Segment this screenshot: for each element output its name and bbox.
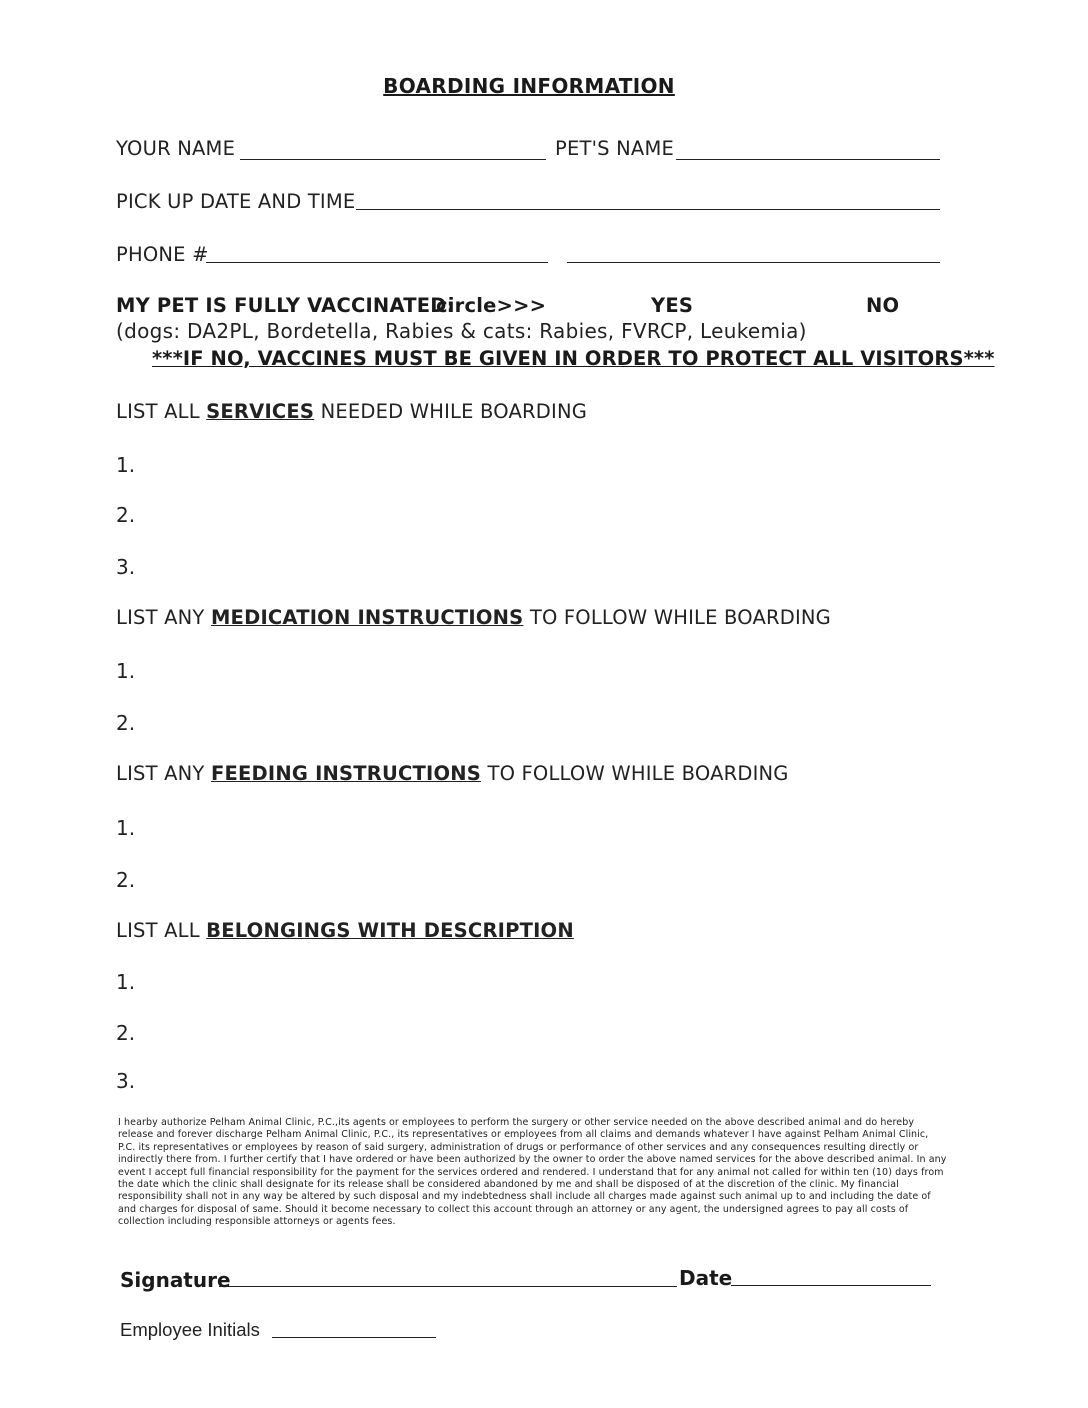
- belongings-item-3: 3.: [116, 1069, 136, 1093]
- feeding-prefix: LIST ANY: [116, 762, 211, 785]
- pickup-label: PICK UP DATE AND TIME: [116, 190, 356, 213]
- date-label: Date: [679, 1266, 733, 1290]
- feeding-suffix: TO FOLLOW WHILE BOARDING: [481, 762, 789, 785]
- medication-item-2: 2.: [116, 711, 136, 735]
- services-item-3: 3.: [116, 555, 136, 579]
- your-name-label: YOUR NAME: [116, 137, 236, 160]
- vaccine-warning: ***IF NO, VACCINES MUST BE GIVEN IN ORDER TO PROTECT ALL VISITORS***: [152, 347, 995, 370]
- belongings-heading: [116, 919, 574, 942]
- vaccine-list: (dogs: DA2PL, Bordetella, Rabies & cats: Rabies, FVRCP, Leukemia): [116, 319, 807, 343]
- medication-prefix: LIST ANY: [116, 606, 211, 629]
- vaccinated-label: MY PET IS FULLY VACCINATED:: [116, 294, 455, 317]
- belongings-item-1: 1.: [116, 970, 136, 994]
- pets-name-field[interactable]: [676, 159, 940, 160]
- feeding-item-2: 2.: [116, 868, 136, 892]
- legal-authorization-text: I hearby authorize Pelham Animal Clinic, P.C.,its agents or employees to perform the surgery or other service needed on the above described animal and do hereby release and forever discharge Pelham Animal Clinic, P.C., its representatives or employees from all claims and demands whatever I have against Pelham Animal Clinic, P.C. its representatives or employees by reason of said surgery, administration of drugs or performance of other services and any consequences resulting directly or indirectly there from. I further certify that I have ordered or have been authorized by the owner to order the above named services for the above described animal. In any event I accept full financial responsibility for the payment for the services ordered and rendered. I understand that for any animal not called for within ten (10) days from the date which the clinic shall designate for its release shall be considered abandoned by me and shall be disposed of at the discretion of the clinic. My financial responsibility shall not in any way be altered by such disposal and my indebtedness shall include all charges made against such animal up to and including the date of and charges for disposal of same. Should it become necessary to collect this account through an attorney or any agent, the undersigned agrees to pay all costs of collection including responsible attorneys or agents fees.: [118, 1117, 947, 1228]
- services-suffix: NEEDED WHILE BOARDING: [314, 400, 588, 423]
- no-option[interactable]: NO: [866, 294, 900, 317]
- date-field[interactable]: [731, 1285, 931, 1286]
- services-item-2: 2.: [116, 503, 136, 527]
- belongings-prefix: LIST ALL: [116, 919, 207, 942]
- services-prefix: LIST ALL: [116, 400, 207, 423]
- services-emphasis: SERVICES: [206, 400, 315, 423]
- employee-initials-field[interactable]: [272, 1337, 436, 1338]
- pickup-field[interactable]: [356, 209, 940, 210]
- your-name-field[interactable]: [240, 159, 546, 160]
- services-item-1: 1.: [116, 453, 136, 477]
- phone-label: PHONE #: [116, 243, 209, 266]
- feeding-emphasis: FEEDING INSTRUCTIONS: [210, 762, 482, 785]
- services-heading: [116, 400, 587, 423]
- medication-item-1: 1.: [116, 659, 136, 683]
- belongings-item-2: 2.: [116, 1021, 136, 1045]
- pets-name-label: PET'S NAME: [555, 137, 674, 160]
- medication-heading: [116, 606, 831, 629]
- page-title: BOARDING INFORMATION: [383, 74, 675, 98]
- medication-suffix: TO FOLLOW WHILE BOARDING: [523, 606, 831, 629]
- signature-label: Signature: [120, 1268, 231, 1292]
- feeding-item-1: 1.: [116, 816, 136, 840]
- yes-option[interactable]: YES: [651, 294, 694, 317]
- medication-emphasis: MEDICATION INSTRUCTIONS: [210, 606, 524, 629]
- circle-hint: circle>>>: [436, 294, 547, 317]
- signature-field[interactable]: [219, 1286, 677, 1287]
- belongings-emphasis: BELONGINGS WITH DESCRIPTION: [206, 919, 574, 942]
- feeding-heading: [116, 762, 789, 785]
- phone-field-secondary[interactable]: [567, 262, 940, 263]
- employee-initials-label: Employee Initials: [120, 1319, 260, 1340]
- phone-field-primary[interactable]: [206, 262, 548, 263]
